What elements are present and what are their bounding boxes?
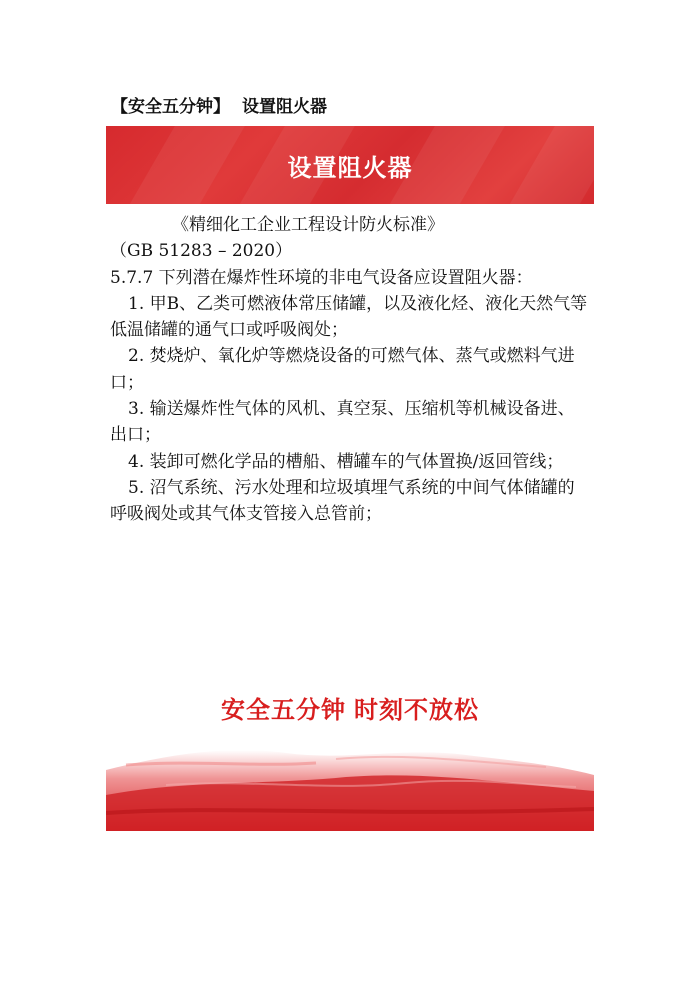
- list-item: 5. 沼气系统、污水处理和垃圾填埋气系统的中间气体储罐的呼吸阀处或其气体支管接入总管前；: [110, 477, 575, 525]
- clause-text: 5.7.7 下列潜在爆炸性环境的非电气设备应设置阻火器：: [110, 267, 533, 288]
- red-brush-decoration: [106, 725, 594, 831]
- list-item: 4. 装卸可燃化学品的槽船、槽罐车的气体置换/返回管线；: [128, 451, 564, 472]
- standard-code: （GB 51283 – 2020）: [110, 241, 293, 262]
- footer-slogan: [0, 690, 700, 725]
- list-item: 3. 输送爆炸性气体的风机、真空泵、压缩机等机械设备进、出口；: [110, 399, 575, 446]
- document-heading: [111, 92, 327, 117]
- heading-tag: 【安全五分钟】: [111, 97, 230, 117]
- title-banner: [106, 126, 594, 204]
- standard-title: 《精细化工企业工程设计防火标准》: [172, 215, 444, 235]
- slogan-part1: 安全五分钟: [221, 696, 346, 724]
- list-item: 2. 焚烧炉、氧化炉等燃烧设备的可燃气体、蒸气或燃料气进口；: [110, 346, 575, 393]
- heading-title: 设置阻火器: [242, 97, 327, 117]
- list-item: 1. 甲B、乙类可燃液体常压储罐，以及液化烃、液化天然气等低温储罐的通气口或呼吸阀处；: [110, 293, 588, 341]
- document-body: [110, 212, 590, 528]
- slogan-part2: 时刻不放松: [354, 696, 479, 724]
- banner-title: 设置阻火器: [287, 154, 413, 182]
